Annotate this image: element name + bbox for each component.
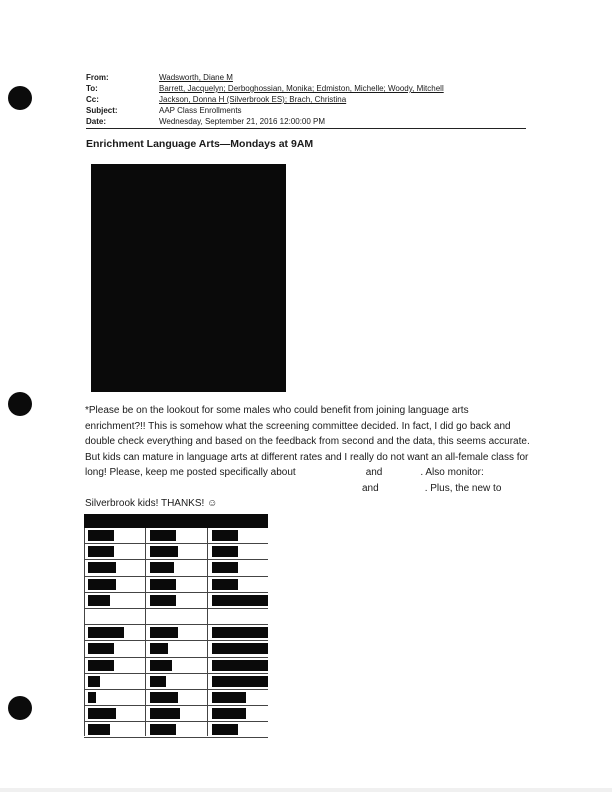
table-row — [84, 593, 268, 609]
redacted-cell — [150, 530, 176, 541]
header-divider — [86, 128, 526, 129]
table-row — [84, 641, 268, 657]
redacted-cell — [88, 676, 100, 687]
redacted-cell — [88, 724, 110, 735]
redacted-table — [84, 514, 268, 738]
subject-value: AAP Class Enrollments — [159, 106, 242, 115]
hole-punch-top — [8, 86, 32, 110]
redacted-cell — [88, 546, 114, 557]
to-row — [86, 83, 444, 94]
hole-punch-middle — [8, 392, 32, 416]
body-line: *Please be on the lookout for some males who could benefit from joining language arts — [85, 405, 469, 416]
body-fragment: and — [362, 482, 379, 494]
table-row — [84, 706, 268, 722]
redacted-cell — [88, 530, 114, 541]
redacted-cell — [150, 579, 176, 590]
table-row — [84, 560, 268, 576]
body-fragment: and — [365, 467, 383, 478]
redacted-cell — [212, 562, 238, 573]
redacted-cell — [150, 595, 176, 606]
to-label: To: — [86, 84, 98, 93]
to-value: Barrett, Jacquelyn; Derboghossian, Monika; Edmiston, Michelle; Woody, Mitchell — [159, 84, 444, 93]
redacted-cell — [88, 562, 116, 573]
table-row — [84, 674, 268, 690]
redacted-cell — [88, 692, 96, 703]
redacted-cell — [150, 724, 176, 735]
redacted-cell — [88, 627, 124, 638]
redacted-cell — [88, 660, 114, 671]
redacted-cell — [212, 595, 268, 606]
date-row — [86, 116, 444, 127]
body-fragment: . Also monitor: — [420, 467, 484, 478]
message-body — [85, 403, 535, 512]
table-row — [84, 544, 268, 560]
redacted-cell — [150, 643, 168, 654]
redacted-cell — [212, 530, 238, 541]
table-row — [84, 722, 268, 738]
redacted-cell — [88, 708, 116, 719]
redacted-cell — [212, 708, 246, 719]
date-value: Wednesday, September 21, 2016 12:00:00 PM — [159, 117, 326, 126]
redacted-image — [91, 164, 286, 392]
redacted-cell — [212, 643, 268, 654]
redacted-cell — [150, 692, 178, 703]
redacted-cell — [212, 660, 268, 671]
table-row — [84, 690, 268, 706]
email-header — [86, 72, 444, 127]
cc-value: Jackson, Donna H (Silverbrook ES); Brach, Christina — [159, 95, 347, 104]
body-line — [85, 465, 535, 481]
body-fragment: long! Please, keep me posted specifically about — [85, 467, 296, 478]
body-line: Silverbrook kids! THANKS! ☺ — [85, 498, 218, 509]
redacted-cell — [88, 643, 114, 654]
subject-label: Subject: — [86, 106, 118, 115]
cc-row — [86, 94, 444, 105]
from-value: Wadsworth, Diane M — [159, 73, 233, 82]
cc-label: Cc: — [86, 95, 99, 104]
redacted-cell — [212, 579, 238, 590]
body-fragment: . Plus, the new to — [424, 482, 502, 494]
redacted-cell — [150, 676, 166, 687]
redacted-cell — [212, 676, 268, 687]
redacted-cell — [212, 546, 238, 557]
hole-punch-bottom — [8, 696, 32, 720]
redacted-cell — [150, 660, 172, 671]
table-column-line — [145, 528, 146, 736]
redacted-cell — [212, 724, 238, 735]
from-row — [86, 72, 444, 83]
table-row — [84, 528, 268, 544]
body-line — [85, 481, 535, 497]
table-row — [84, 577, 268, 593]
redacted-cell — [212, 627, 268, 638]
redacted-cell — [212, 692, 246, 703]
redacted-cell — [88, 579, 116, 590]
table-column-line — [84, 528, 85, 736]
redacted-cell — [150, 708, 180, 719]
redacted-cell — [88, 595, 110, 606]
table-column-line — [207, 528, 208, 736]
table-row — [84, 625, 268, 641]
table-row — [84, 609, 268, 625]
body-line: double check everything and based on the feedback from second and the data, this seems accurate. — [85, 436, 530, 447]
table-row — [84, 658, 268, 674]
body-line: But kids can mature in language arts at different rates and I really do not want an all-female class for — [85, 451, 529, 463]
date-label: Date: — [86, 117, 107, 126]
redacted-cell — [150, 562, 174, 573]
subject-row — [86, 105, 444, 116]
table-header — [84, 514, 268, 528]
redacted-cell — [150, 627, 178, 638]
message-heading: Enrichment Language Arts—Mondays at 9AM — [86, 138, 314, 150]
body-line: enrichment?!! This is somehow what the screening committee decided. In fact, I did go back and — [85, 420, 511, 432]
redacted-cell — [150, 546, 178, 557]
page-edge — [0, 788, 612, 792]
from-label: From: — [86, 73, 109, 82]
